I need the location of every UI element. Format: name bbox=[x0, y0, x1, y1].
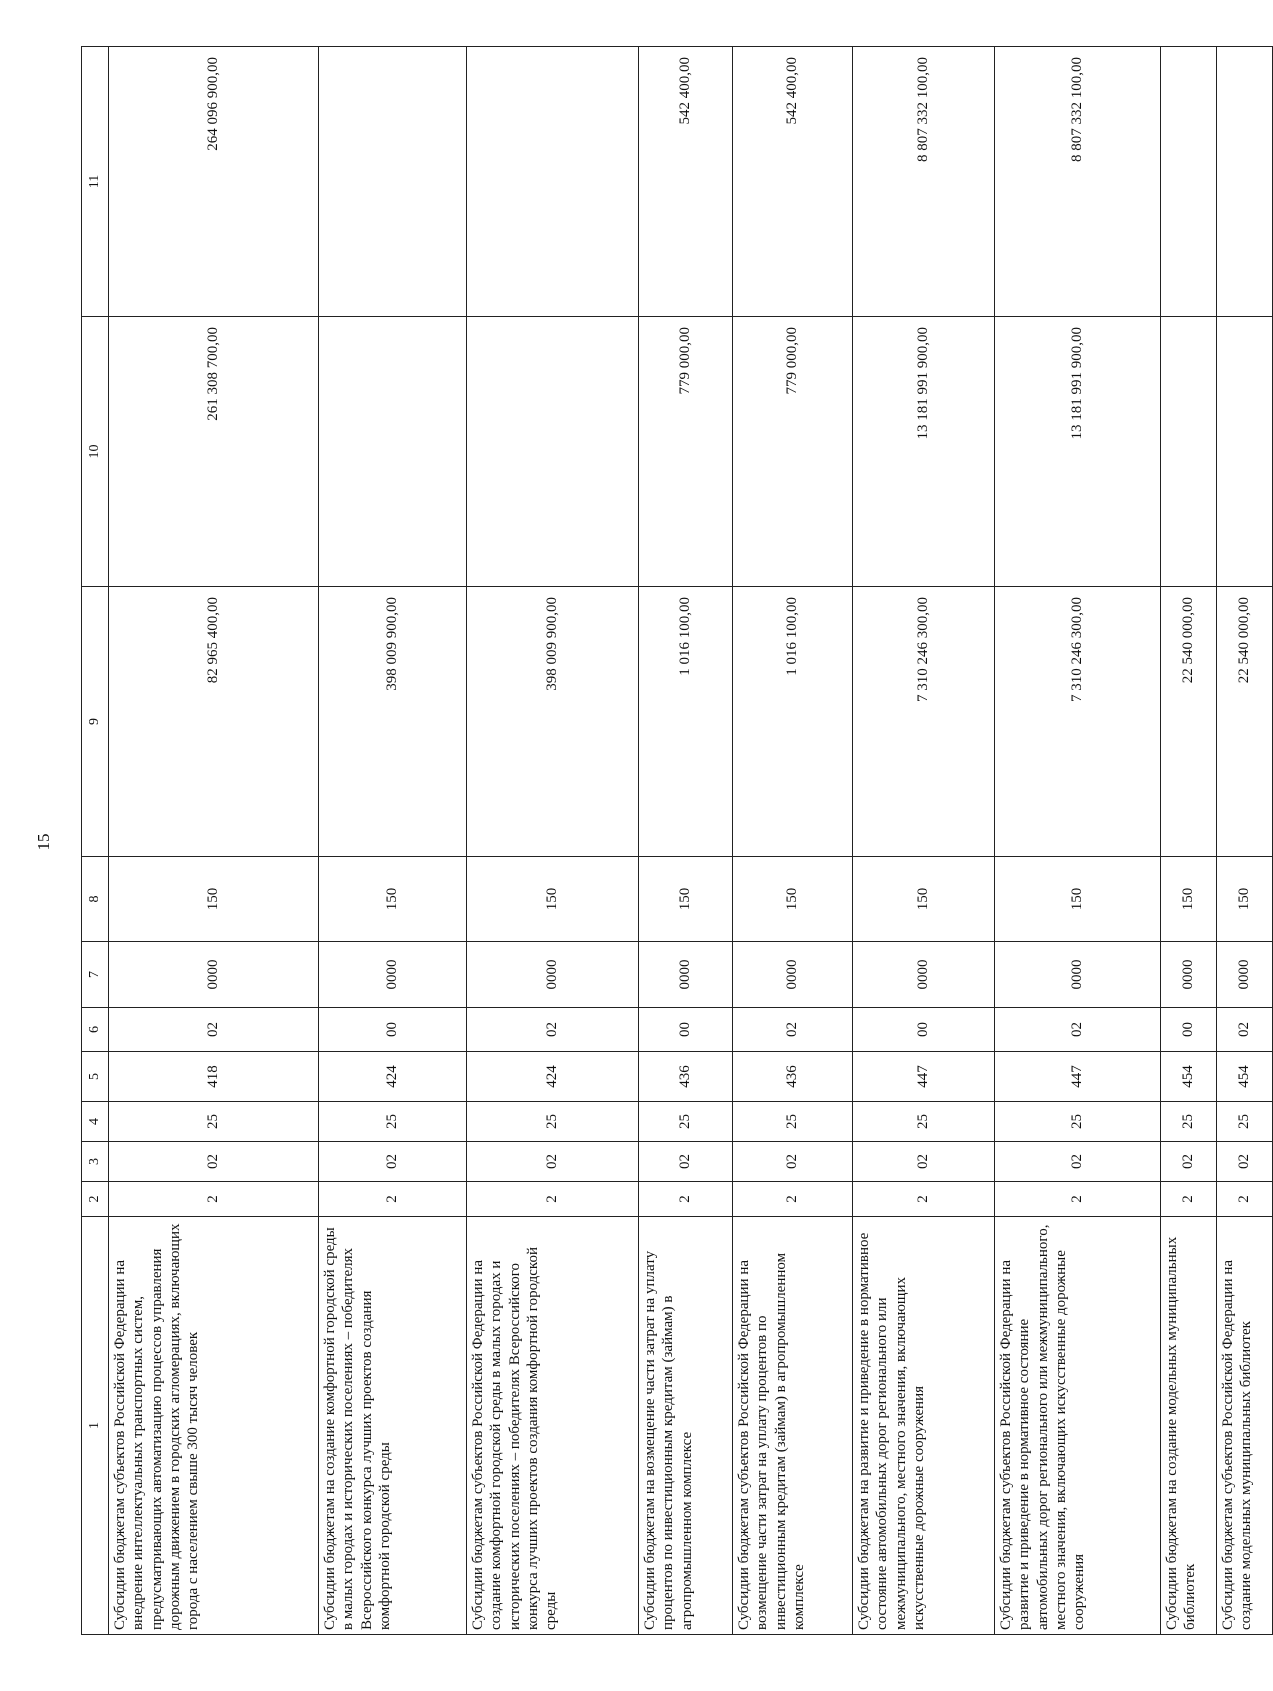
cell-code-3: 02 bbox=[1217, 1142, 1273, 1182]
cell-code-5: 436 bbox=[639, 1052, 733, 1102]
cell-code-7: 0000 bbox=[109, 942, 319, 1008]
cell-amount-9: 398 009 900,00 bbox=[467, 587, 639, 857]
cell-amount-10: 779 000,00 bbox=[639, 317, 733, 587]
row-name: Субсидии бюджетам на создание модельных муниципальных библиотек bbox=[1161, 1217, 1217, 1635]
cell-code-8: 150 bbox=[319, 857, 467, 942]
cell-amount-9: 1 016 100,00 bbox=[733, 587, 853, 857]
cell-code-4: 25 bbox=[1161, 1102, 1217, 1142]
cell-amount-9: 7 310 246 300,00 bbox=[995, 587, 1161, 857]
cell-code-7: 0000 bbox=[1161, 942, 1217, 1008]
cell-amount-11 bbox=[1217, 47, 1273, 317]
row-name: Субсидии бюджетам на развитие и приведение в нормативное состояние автомобильных дорог регионального или межмуниципального, местного значения, включающих искусственные дорожные сооружения bbox=[853, 1217, 995, 1635]
table-row bbox=[1217, 47, 1273, 1635]
row-name: Субсидии бюджетам субъектов Российской Федерации на создание модельных муниципальных библиотек bbox=[1217, 1217, 1273, 1635]
cell-code-3: 02 bbox=[1161, 1142, 1217, 1182]
cell-code-5: 454 bbox=[1217, 1052, 1273, 1102]
cell-amount-11 bbox=[1161, 47, 1217, 317]
cell-code-7: 0000 bbox=[467, 942, 639, 1008]
col-header: 2 bbox=[82, 1182, 109, 1217]
cell-amount-10: 13 181 991 900,00 bbox=[995, 317, 1161, 587]
cell-code-2: 2 bbox=[319, 1182, 467, 1217]
cell-code-4: 25 bbox=[467, 1102, 639, 1142]
cell-code-3: 02 bbox=[733, 1142, 853, 1182]
cell-code-2: 2 bbox=[467, 1182, 639, 1217]
cell-code-6: 00 bbox=[639, 1008, 733, 1052]
table-row bbox=[109, 47, 319, 1635]
cell-amount-9: 22 540 000,00 bbox=[1161, 587, 1217, 857]
table-row bbox=[319, 47, 467, 1635]
cell-code-6: 00 bbox=[853, 1008, 995, 1052]
col-header: 4 bbox=[82, 1102, 109, 1142]
row-name: Субсидии бюджетам субъектов Российской Федерации на развитие и приведение в нормативное состояние автомобильных дорог регионального или межмуниципального, местного значения, включающих искусственные дорожные сооружения bbox=[995, 1217, 1161, 1635]
cell-amount-10 bbox=[467, 317, 639, 587]
cell-amount-9: 22 540 000,00 bbox=[1217, 587, 1273, 857]
row-name: Субсидии бюджетам на создание комфортной городской среды в малых городах и исторических поселениях – победителях Всероссийского конкурса лучших проектов создания комфортной городской среды bbox=[319, 1217, 467, 1635]
cell-amount-11: 8 807 332 100,00 bbox=[853, 47, 995, 317]
table-row bbox=[467, 47, 639, 1635]
cell-code-2: 2 bbox=[109, 1182, 319, 1217]
cell-code-5: 424 bbox=[467, 1052, 639, 1102]
cell-code-2: 2 bbox=[733, 1182, 853, 1217]
table-row bbox=[995, 47, 1161, 1635]
col-header: 3 bbox=[82, 1142, 109, 1182]
cell-code-7: 0000 bbox=[995, 942, 1161, 1008]
cell-code-8: 150 bbox=[733, 857, 853, 942]
cell-amount-11 bbox=[467, 47, 639, 317]
cell-code-4: 25 bbox=[853, 1102, 995, 1142]
cell-code-6: 02 bbox=[995, 1008, 1161, 1052]
cell-code-3: 02 bbox=[995, 1142, 1161, 1182]
cell-code-5: 436 bbox=[733, 1052, 853, 1102]
cell-code-7: 0000 bbox=[319, 942, 467, 1008]
cell-code-4: 25 bbox=[319, 1102, 467, 1142]
cell-code-6: 00 bbox=[319, 1008, 467, 1052]
cell-amount-10 bbox=[1217, 317, 1273, 587]
cell-amount-11: 542 400,00 bbox=[733, 47, 853, 317]
cell-amount-10: 779 000,00 bbox=[733, 317, 853, 587]
cell-code-5: 424 bbox=[319, 1052, 467, 1102]
table-row bbox=[1161, 47, 1217, 1635]
cell-code-6: 02 bbox=[109, 1008, 319, 1052]
cell-code-7: 0000 bbox=[733, 942, 853, 1008]
cell-amount-11: 542 400,00 bbox=[639, 47, 733, 317]
row-name: Субсидии бюджетам субъектов Российской Федерации на внедрение интеллектуальных транспортных систем, предусматривающих автоматизацию процессов управления дорожным движением в городских агломерациях, включающих города с населением свыше 300 тысяч человек bbox=[109, 1217, 319, 1635]
cell-code-7: 0000 bbox=[1217, 942, 1273, 1008]
cell-code-8: 150 bbox=[639, 857, 733, 942]
cell-code-6: 02 bbox=[733, 1008, 853, 1052]
cell-amount-9: 1 016 100,00 bbox=[639, 587, 733, 857]
cell-amount-11: 264 096 900,00 bbox=[109, 47, 319, 317]
cell-code-8: 150 bbox=[109, 857, 319, 942]
cell-amount-9: 7 310 246 300,00 bbox=[853, 587, 995, 857]
budget-table bbox=[81, 46, 1273, 1635]
cell-code-2: 2 bbox=[995, 1182, 1161, 1217]
cell-code-7: 0000 bbox=[853, 942, 995, 1008]
cell-code-4: 25 bbox=[1217, 1102, 1273, 1142]
col-header: 7 bbox=[82, 942, 109, 1008]
col-header: 6 bbox=[82, 1008, 109, 1052]
cell-amount-9: 82 965 400,00 bbox=[109, 587, 319, 857]
cell-code-7: 0000 bbox=[639, 942, 733, 1008]
cell-code-6: 02 bbox=[1217, 1008, 1273, 1052]
cell-code-5: 454 bbox=[1161, 1052, 1217, 1102]
cell-code-2: 2 bbox=[1161, 1182, 1217, 1217]
row-name: Субсидии бюджетам субъектов Российской Федерации на возмещение части затрат на уплату процентов по инвестиционным кредитам (займам) в агропромышленном комплексе bbox=[733, 1217, 853, 1635]
col-header: 5 bbox=[82, 1052, 109, 1102]
cell-code-6: 02 bbox=[467, 1008, 639, 1052]
cell-code-4: 25 bbox=[733, 1102, 853, 1142]
cell-code-3: 02 bbox=[639, 1142, 733, 1182]
col-header: 9 bbox=[82, 587, 109, 857]
cell-code-8: 150 bbox=[995, 857, 1161, 942]
cell-code-3: 02 bbox=[467, 1142, 639, 1182]
cell-code-5: 447 bbox=[853, 1052, 995, 1102]
col-header: 8 bbox=[82, 857, 109, 942]
cell-code-8: 150 bbox=[467, 857, 639, 942]
cell-amount-10 bbox=[319, 317, 467, 587]
cell-amount-10: 261 308 700,00 bbox=[109, 317, 319, 587]
budget-table-sheet bbox=[81, 47, 1255, 1635]
col-header: 10 bbox=[82, 317, 109, 587]
cell-code-3: 02 bbox=[109, 1142, 319, 1182]
cell-code-6: 00 bbox=[1161, 1008, 1217, 1052]
cell-amount-11: 8 807 332 100,00 bbox=[995, 47, 1161, 317]
cell-amount-10 bbox=[1161, 317, 1217, 587]
cell-code-4: 25 bbox=[995, 1102, 1161, 1142]
cell-code-5: 418 bbox=[109, 1052, 319, 1102]
cell-code-8: 150 bbox=[1217, 857, 1273, 942]
row-name: Субсидии бюджетам на возмещение части затрат на уплату процентов по инвестиционным кредитам (займам) в агропромышленном комплексе bbox=[639, 1217, 733, 1635]
header-row bbox=[82, 47, 109, 1635]
cell-amount-10: 13 181 991 900,00 bbox=[853, 317, 995, 587]
cell-code-3: 02 bbox=[319, 1142, 467, 1182]
cell-amount-9: 398 009 900,00 bbox=[319, 587, 467, 857]
table-row bbox=[733, 47, 853, 1635]
col-header: 11 bbox=[82, 47, 109, 317]
row-name: Субсидии бюджетам субъектов Российской Федерации на создание комфортной городской среды в малых городах и исторических поселениях – победителях Всероссийского конкурса лучших проектов создания комфортной городской среды bbox=[467, 1217, 639, 1635]
col-header: 1 bbox=[82, 1217, 109, 1635]
cell-code-2: 2 bbox=[1217, 1182, 1273, 1217]
cell-code-4: 25 bbox=[639, 1102, 733, 1142]
cell-code-8: 150 bbox=[853, 857, 995, 942]
table-row bbox=[639, 47, 733, 1635]
page-number: 15 bbox=[34, 833, 53, 851]
cell-code-3: 02 bbox=[853, 1142, 995, 1182]
cell-code-8: 150 bbox=[1161, 857, 1217, 942]
cell-code-4: 25 bbox=[109, 1102, 319, 1142]
cell-code-5: 447 bbox=[995, 1052, 1161, 1102]
cell-code-2: 2 bbox=[639, 1182, 733, 1217]
table-row bbox=[853, 47, 995, 1635]
cell-code-2: 2 bbox=[853, 1182, 995, 1217]
cell-amount-11 bbox=[319, 47, 467, 317]
